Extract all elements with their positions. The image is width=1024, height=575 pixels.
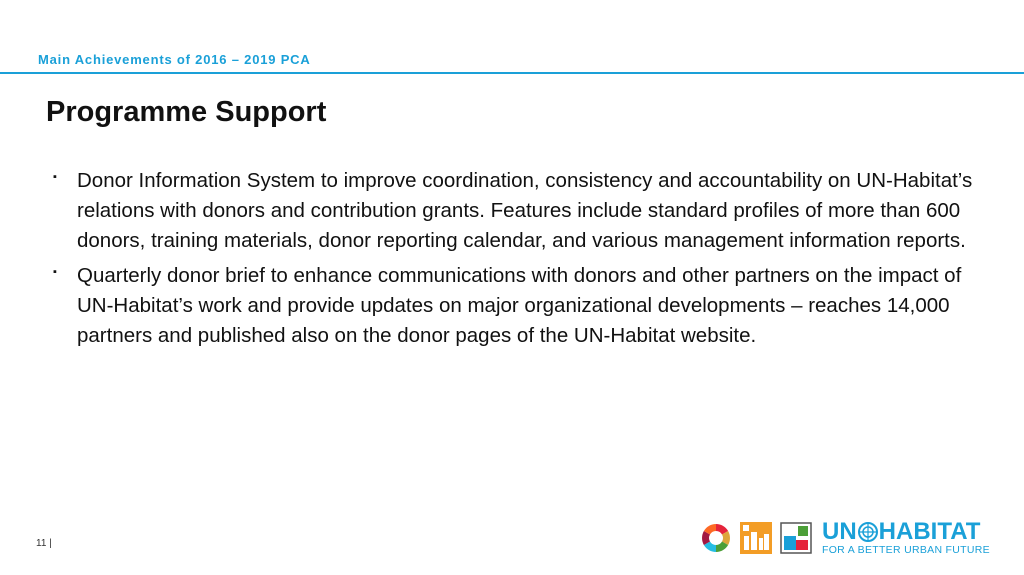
bullet-marker: ▪ xyxy=(53,171,57,183)
bullet-item-donor-system xyxy=(50,166,985,256)
un-emblem-icon xyxy=(858,522,878,542)
sdg-wheel-icon xyxy=(700,522,732,554)
brand-name-right: HABITAT xyxy=(878,518,981,545)
sdg-11-icon xyxy=(740,522,772,554)
section-header: Main Achievements of 2016 – 2019 PCA xyxy=(38,52,311,67)
slide-title: Programme Support xyxy=(46,96,327,128)
bullet-text: Quarterly donor brief to enhance communications with donors and other partners on the impact of UN-Habitat’s work and provide updates on major organizational developments – reaches 14,000 partners and published also on the donor pages of the UN-Habitat website. xyxy=(77,264,962,347)
un-habitat-logo xyxy=(822,520,990,556)
nua-icon xyxy=(780,522,812,554)
brand-name-left: UN xyxy=(822,518,857,545)
bullet-item-donor-brief xyxy=(50,261,985,351)
footer-logos xyxy=(700,520,990,556)
bullet-marker: ▪ xyxy=(53,266,57,278)
bullet-list xyxy=(50,166,985,356)
bullet-text: Donor Information System to improve coordination, consistency and accountability on UN-Habitat’s relations with donors and contribution grants. Features include standard profiles of more than 600 donors, training materials, donor reporting calendar, and various management information reports. xyxy=(77,169,973,252)
brand-tagline: FOR A BETTER URBAN FUTURE xyxy=(822,544,990,556)
page-number: 11 | xyxy=(36,538,52,549)
header-divider xyxy=(0,72,1024,74)
